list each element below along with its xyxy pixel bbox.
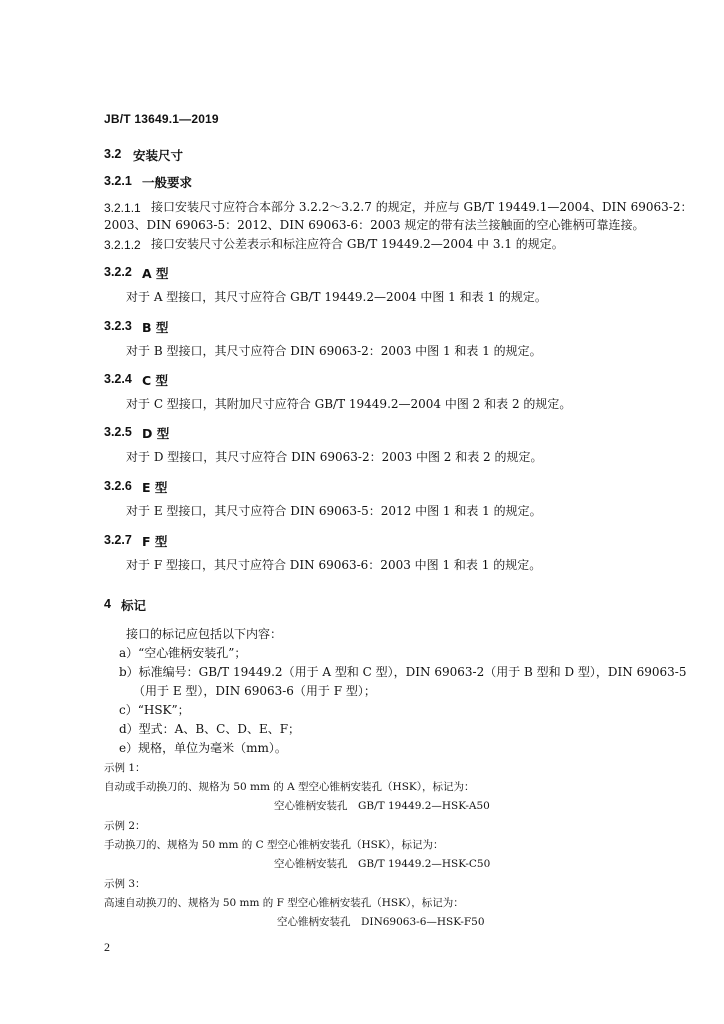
section-3-2-6-number: 3.2.6 <box>104 479 132 493</box>
section-3-2-6-text: 对于 E 型接口，其尺寸应符合 DIN 69063-5：2012 中图 1 和表 1 的规定。 <box>126 504 542 518</box>
section-3-2-1-number: 3.2.1 <box>104 174 132 188</box>
example-2-description: 手动换刀的、规格为 50 mm 的 C 型空心锥柄安装孔（HSK），标记为： <box>104 839 444 851</box>
section-3-2-6-title: E 型 <box>142 480 168 495</box>
section-3-2-2-text: 对于 A 型接口，其尺寸应符合 GB/T 19449.2—2004 中图 1 和表 1 的规定。 <box>126 290 547 304</box>
example-1-description: 自动或手动换刀的、规格为 50 mm 的 A 型空心锥柄安装孔（HSK），标记为： <box>104 781 475 793</box>
section-3-2-7-text: 对于 F 型接口，其尺寸应符合 DIN 69063-6：2003 中图 1 和表 1 的规定。 <box>126 558 542 572</box>
list-item-a: a）“空心锥柄安装孔”； <box>119 646 247 660</box>
list-item-b-line1: b）标准编号：GB/T 19449.2（用于 A 型和 C 型），DIN 69063-2（用于 B 型和 D 型），DIN 69063-5 <box>119 665 687 679</box>
section-3-2-number: 3.2 <box>104 147 122 161</box>
section-3-2-4-title: C 型 <box>142 373 169 388</box>
section-3-2-3-number: 3.2.3 <box>104 319 132 333</box>
example-3-label: 示例 3： <box>104 878 146 890</box>
clause-3-2-1-2-number: 3.2.1.2 <box>104 238 141 252</box>
section-3-2-3-title: B 型 <box>142 320 169 335</box>
clause-3-2-1-1-number: 3.2.1.1 <box>104 201 141 215</box>
section-3-2-4-text: 对于 C 型接口，其附加尺寸应符合 GB/T 19449.2—2004 中图 2 和表 2 的规定。 <box>126 397 572 411</box>
list-item-d: d）型式：A、B、C、D、E、F； <box>119 722 301 736</box>
section-3-2-5-number: 3.2.5 <box>104 425 132 439</box>
list-item-c: c）“HSK”； <box>119 703 190 717</box>
section-3-2-4-number: 3.2.4 <box>104 372 132 386</box>
section-3-2-7-title: F 型 <box>142 534 168 549</box>
section-3-2-5-text: 对于 D 型接口，其尺寸应符合 DIN 69063-2：2003 中图 2 和表 2 的规定。 <box>126 450 543 464</box>
example-2-mark: 空心锥柄安装孔 GB/T 19449.2—HSK-C50 <box>274 858 491 870</box>
section-3-2-2-number: 3.2.2 <box>104 265 132 279</box>
standard-number: JB/T 13649.1—2019 <box>104 112 219 126</box>
section-3-2-title: 安装尺寸 <box>133 148 184 163</box>
section-4-intro: 接口的标记应包括以下内容： <box>126 627 283 641</box>
clause-3-2-1-1-line2: 2003、DIN 69063-5：2012、DIN 69063-6：2003 规定的带有法兰接触面的空心锥柄可靠连接。 <box>104 218 645 232</box>
section-3-2-2-title: A 型 <box>142 266 169 281</box>
example-3-mark: 空心锥柄安装孔 DIN69063-6—HSK-F50 <box>277 916 485 928</box>
list-item-e: e）规格，单位为毫米（mm）。 <box>119 741 287 755</box>
example-1-label: 示例 1： <box>104 762 146 774</box>
clause-3-2-1-1-line1: 接口安装尺寸应符合本部分 3.2.2～3.2.7 的规定，并应与 GB/T 19449.1—2004、DIN 69063-2： <box>151 200 693 214</box>
list-item-b-line2: （用于 E 型），DIN 69063-6（用于 F 型）； <box>133 684 376 698</box>
example-1-mark: 空心锥柄安装孔 GB/T 19449.2—HSK-A50 <box>274 800 490 812</box>
section-4-title: 标记 <box>121 598 147 613</box>
section-3-2-1-title: 一般要求 <box>142 175 193 190</box>
section-3-2-3-text: 对于 B 型接口，其尺寸应符合 DIN 69063-2：2003 中图 1 和表 1 的规定。 <box>126 344 542 358</box>
section-4-number: 4 <box>104 597 111 611</box>
clause-3-2-1-2-text: 接口安装尺寸公差表示和标注应符合 GB/T 19449.2—2004 中 3.1 的规定。 <box>151 237 564 251</box>
section-3-2-7-number: 3.2.7 <box>104 533 132 547</box>
page-number: 2 <box>104 940 110 954</box>
example-2-label: 示例 2： <box>104 820 146 832</box>
section-3-2-5-title: D 型 <box>142 426 170 441</box>
example-3-description: 高速自动换刀的、规格为 50 mm 的 F 型空心锥柄安装孔（HSK），标记为： <box>104 897 464 909</box>
